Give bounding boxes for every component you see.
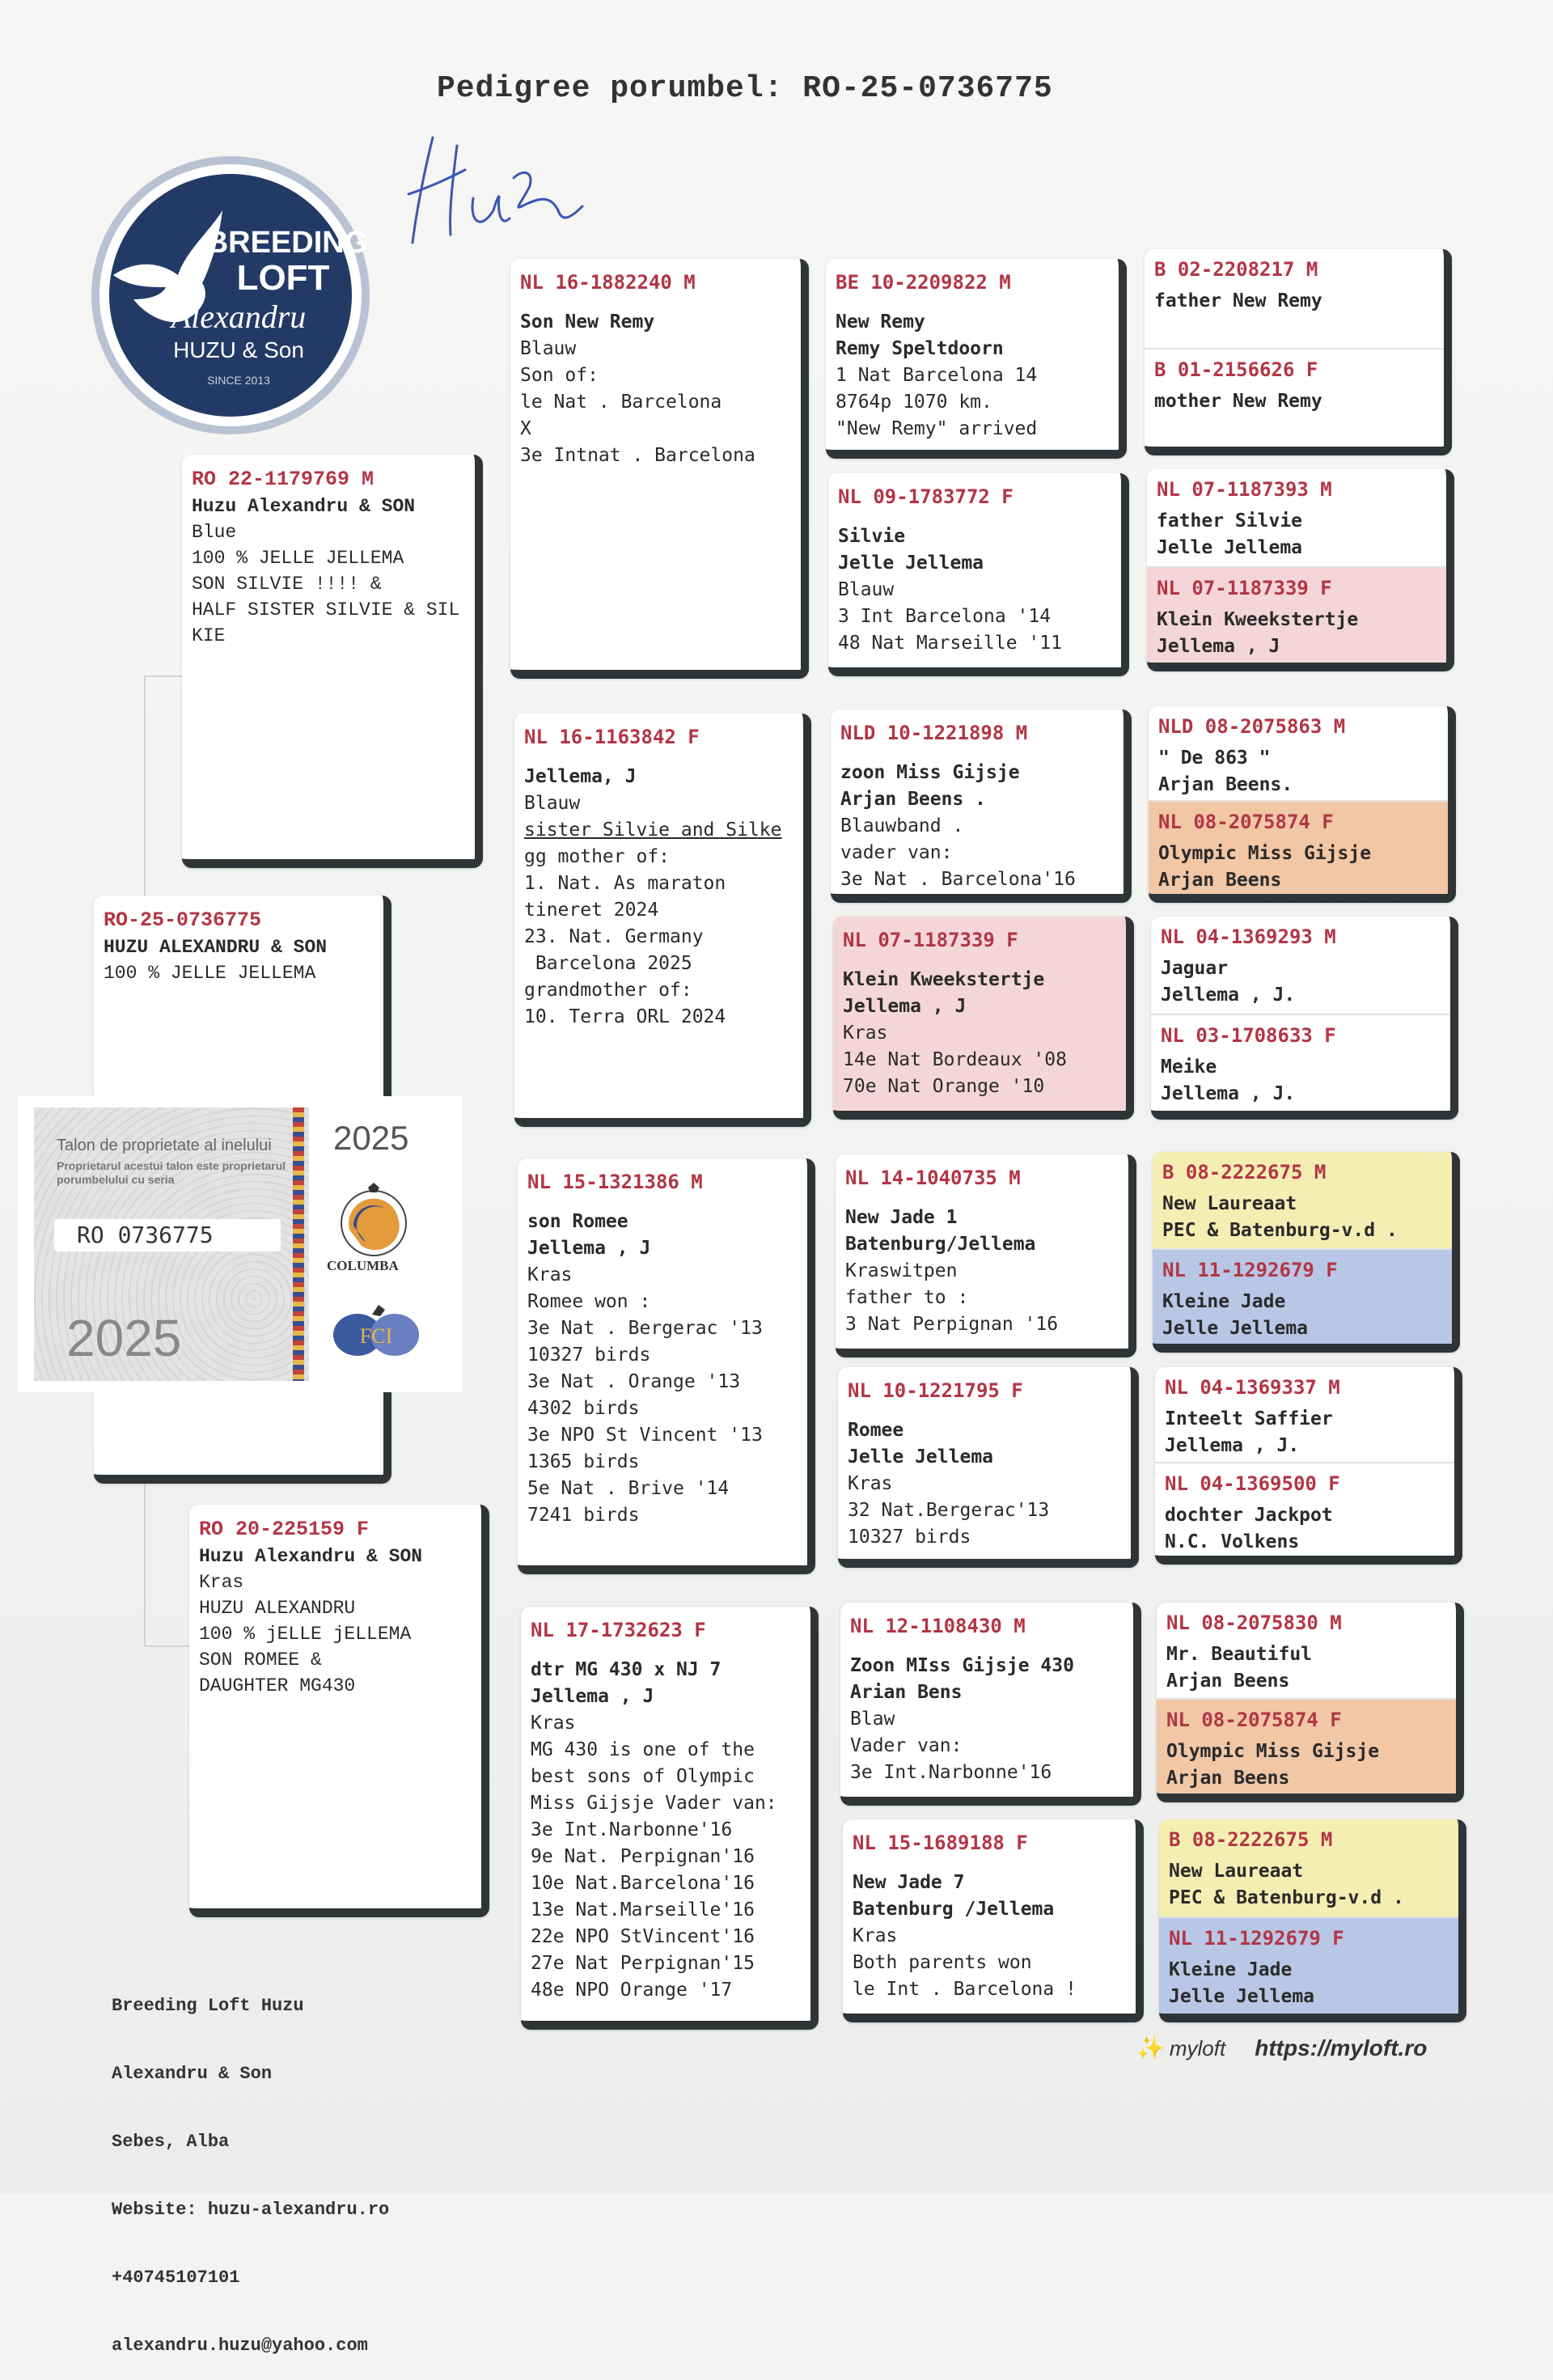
pigeon-info-line: Blue xyxy=(192,522,237,543)
great-great-grandparents-card[interactable] xyxy=(1147,469,1454,671)
ring-id: NLD 10-1221898 M xyxy=(840,722,1028,744)
pigeon-name-line: Jelle Jellema xyxy=(848,1446,994,1467)
sire-entry[interactable] xyxy=(1159,1819,1458,1916)
dam-entry[interactable] xyxy=(1145,348,1444,447)
pigeon-info-line: Both parents won xyxy=(853,1952,1032,1973)
pigeon-info-line: 10. Terra ORL 2024 xyxy=(524,1006,726,1027)
pigeon-name-line: Romee xyxy=(848,1420,904,1441)
pigeon-info-line: 100 % JELLE JELLEMA xyxy=(104,963,316,984)
pigeon-name-line: Huzu Alexandru & SON xyxy=(199,1546,423,1567)
pigeon-info-line: Kras xyxy=(527,1264,573,1285)
great-great-grandparents-card[interactable] xyxy=(1153,1152,1460,1353)
pigeon-info-line: Blaw xyxy=(850,1709,895,1730)
pigeon-info-line: 3 Int Barcelona '14 xyxy=(838,606,1052,627)
pigeon-name-line: Olympic Miss Gijsje xyxy=(1158,843,1372,864)
pigeon-info-line: 8764p 1070 km. xyxy=(836,392,992,413)
pigeon-info-line: 3e NPO St Vincent '13 xyxy=(527,1425,763,1446)
great-great-grandparents-card[interactable] xyxy=(1145,249,1452,455)
breeder-contact xyxy=(112,1950,389,2380)
pigeon-name-line: Arjan Beens . xyxy=(840,789,987,810)
dam-entry[interactable] xyxy=(1159,1916,1458,2014)
pigeon-info-line: 10327 birds xyxy=(527,1345,651,1366)
ring-id: NL 07-1187393 M xyxy=(1157,478,1332,501)
pigeon-name-line: Jelle Jellema xyxy=(838,553,984,574)
great-grandparent-card[interactable] xyxy=(838,1367,1139,1568)
contact-website: Website: huzu-alexandru.ro xyxy=(112,2200,390,2220)
pigeon-name-line: Arjan Beens xyxy=(1166,1768,1290,1789)
pigeon-name-line: Arian Bens xyxy=(850,1682,963,1703)
pigeon-info-line: KIE xyxy=(192,625,226,646)
dam-entry[interactable] xyxy=(1147,566,1446,663)
talon-year: 2025 xyxy=(333,1119,409,1157)
pigeon-info-line: SON ROMEE & xyxy=(199,1649,322,1671)
pigeon-info-line: HALF SISTER SILVIE & SIL xyxy=(192,599,460,620)
pigeon-info-line: le Nat . Barcelona xyxy=(520,392,722,413)
pigeon-name-line: Arjan Beens xyxy=(1166,1671,1290,1692)
pigeon-info-line: Kras xyxy=(848,1473,893,1494)
sire-card[interactable] xyxy=(182,455,483,868)
ring-ownership-card xyxy=(18,1096,463,1392)
pigeon-name-line: New Jade 7 xyxy=(853,1872,965,1893)
great-great-grandparents-card[interactable] xyxy=(1149,706,1456,903)
great-grandparent-card[interactable] xyxy=(826,259,1127,459)
pigeon-name-line: son Romee xyxy=(527,1211,628,1232)
ring-id: NL 16-1163842 F xyxy=(524,726,700,748)
grandparent-card[interactable] xyxy=(510,259,809,679)
pigeon-name-line: Jellema , J xyxy=(843,996,967,1017)
pigeon-info-line: gg mother of: xyxy=(524,846,671,867)
pigeon-name-line: Arjan Beens xyxy=(1158,870,1282,891)
pigeon-info-line: 100 % jELLE jELLEMA xyxy=(199,1624,412,1645)
pigeon-info-line: X xyxy=(520,418,531,439)
pigeon-name-line: " De 863 " xyxy=(1158,747,1271,769)
ring-id: NL 12-1108430 M xyxy=(850,1615,1026,1637)
ring-id: NL 11-1292679 F xyxy=(1169,1927,1344,1950)
svg-text:SINCE 2013: SINCE 2013 xyxy=(207,374,270,387)
sire-entry[interactable] xyxy=(1155,1367,1454,1462)
pigeon-info-line: le Int . Barcelona ! xyxy=(853,1979,1077,2000)
ring-id: NL 07-1187339 F xyxy=(1157,576,1332,599)
pigeon-info-line: HUZU ALEXANDRU xyxy=(199,1598,356,1619)
pigeon-info-line: 5e Nat . Brive '14 xyxy=(527,1478,730,1499)
pigeon-name-line: New Remy xyxy=(836,311,925,332)
pigeon-info-line: 13e Nat.Marseille'16 xyxy=(531,1899,755,1921)
dam-entry[interactable] xyxy=(1155,1462,1454,1556)
pigeon-name-line: dochter Jackpot xyxy=(1165,1504,1333,1526)
pigeon-info-line: MG 430 is one of the xyxy=(531,1739,755,1760)
pigeon-info-line: Kras xyxy=(843,1023,888,1044)
talon-heading: Talon de proprietate al inelului xyxy=(57,1137,272,1154)
great-great-grandparents-card[interactable] xyxy=(1157,1603,1464,1802)
ring-id: NL 08-2075830 M xyxy=(1166,1611,1342,1634)
myloft-footer xyxy=(1136,2035,1427,2061)
pigeon-info-line: tineret 2024 xyxy=(524,900,659,921)
pigeon-info-line: Blauw xyxy=(524,793,581,814)
grandparent-card[interactable] xyxy=(521,1607,819,2030)
pigeon-info-line: Romee won : xyxy=(527,1291,651,1312)
great-great-grandparents-card[interactable] xyxy=(1151,917,1458,1120)
ring-id: RO-25-0736775 xyxy=(104,908,262,932)
pigeon-info-line: Kraswitpen xyxy=(845,1260,958,1281)
ring-id: NL 11-1292679 F xyxy=(1162,1258,1338,1281)
pigeon-name-line: Batenburg /Jellema xyxy=(853,1899,1055,1920)
ring-id: NL 15-1689188 F xyxy=(853,1832,1028,1854)
page-title: Pedigree porumbel: RO-25-0736775 xyxy=(437,71,1053,106)
ring-id: NL 10-1221795 F xyxy=(848,1379,1023,1402)
pigeon-info-line: 3e Int.Narbonne'16 xyxy=(850,1762,1052,1783)
ring-id: NL 04-1369293 M xyxy=(1161,925,1336,948)
svg-text:LOFT: LOFT xyxy=(236,258,330,298)
pigeon-name-line: Zoon MIss Gijsje 430 xyxy=(850,1655,1074,1676)
pigeon-info-line: 48e NPO Orange '17 xyxy=(531,1980,733,2001)
ring-id: NL 14-1040735 M xyxy=(845,1167,1021,1189)
pigeon-info-line: 1 Nat Barcelona 14 xyxy=(836,365,1038,386)
pigeon-info-line: Kras xyxy=(853,1925,898,1946)
fci-logo-icon xyxy=(332,1298,421,1363)
pigeon-info-line: 4302 birds xyxy=(527,1398,640,1419)
pigeon-name-line: Arjan Beens. xyxy=(1158,774,1293,795)
talon-year-big: 2025 xyxy=(66,1309,182,1367)
pigeon-info-line: Blauw xyxy=(838,579,895,600)
pigeon-name-line: Jelle Jellema xyxy=(1162,1317,1309,1339)
pigeon-info-line: 3e Nat . Barcelona'16 xyxy=(840,869,1076,890)
pigeon-info-line: 10327 birds xyxy=(848,1527,971,1548)
dam-entry[interactable] xyxy=(1151,1014,1450,1111)
connector-line xyxy=(144,1645,191,1647)
pigeon-info-line: 9e Nat. Perpignan'16 xyxy=(531,1846,755,1867)
pigeon-name-line: Klein Kweekstertje xyxy=(843,969,1045,990)
pigeon-info-line: 100 % JELLE JELLEMA xyxy=(192,548,404,569)
contact-name-line2: Alexandru & Son xyxy=(112,2064,273,2084)
ring-id: B 02-2208217 M xyxy=(1154,258,1318,281)
contact-name-line1: Breeding Loft Huzu xyxy=(112,1996,304,2016)
ring-id: NL 07-1187339 F xyxy=(843,929,1018,951)
columba-emblem-icon xyxy=(329,1181,418,1258)
great-grandparent-card[interactable] xyxy=(843,1819,1144,2022)
pigeon-info-line: DAUGHTER MG430 xyxy=(199,1675,356,1696)
pigeon-info-line: Miss Gijsje Vader van: xyxy=(531,1793,777,1814)
pigeon-name-line: Jaguar xyxy=(1161,958,1229,979)
contact-location: Sebes, Alba xyxy=(112,2132,230,2152)
pigeon-info-line: 22e NPO StVincent'16 xyxy=(531,1926,755,1947)
great-great-grandparents-card[interactable] xyxy=(1159,1819,1466,2022)
columba-label: COLUMBA xyxy=(327,1258,399,1273)
pigeon-name-line: mother New Remy xyxy=(1154,391,1322,412)
pigeon-info-line: Kras xyxy=(199,1572,244,1593)
pigeon-name-line: father Silvie xyxy=(1157,510,1303,531)
pigeon-info-line: 70e Nat Orange '10 xyxy=(843,1076,1045,1097)
dam-entry[interactable] xyxy=(1149,800,1448,894)
connector-line xyxy=(144,675,146,896)
pigeon-name-line: Jellema , J. xyxy=(1161,1083,1296,1104)
fci-label: FCI xyxy=(359,1324,393,1348)
pigeon-name-line: Mr. Beautiful xyxy=(1166,1644,1313,1665)
pigeon-info-line: sister Silvie and Silke xyxy=(524,819,782,841)
pigeon-info-line: 3 Nat Perpignan '16 xyxy=(845,1314,1059,1335)
pigeon-name-line: Batenburg/Jellema xyxy=(845,1234,1036,1255)
pigeon-name-line: Jellema , J xyxy=(531,1686,654,1707)
ring-id: B 01-2156626 F xyxy=(1154,358,1318,381)
pigeon-name-line: Jellema, J xyxy=(524,766,637,787)
myloft-brand: myloft xyxy=(1169,2036,1226,2060)
pigeon-name-line: dtr MG 430 x NJ 7 xyxy=(531,1659,721,1680)
pigeon-info-line: 48 Nat Marseille '11 xyxy=(838,633,1062,654)
pigeon-name-line: New Laureaat xyxy=(1162,1193,1297,1214)
svg-text:BREEDING: BREEDING xyxy=(205,226,369,260)
svg-text:Alexandru: Alexandru xyxy=(171,299,307,335)
handwritten-signature xyxy=(400,121,595,259)
pigeon-info-line: "New Remy" arrived xyxy=(836,418,1038,439)
connector-line xyxy=(144,1484,146,1645)
pigeon-info-line: 1365 birds xyxy=(527,1451,640,1472)
pigeon-name-line: Huzu Alexandru & SON xyxy=(192,496,416,517)
pigeon-info-line: Vader van: xyxy=(850,1735,963,1756)
grandparent-card[interactable] xyxy=(514,714,811,1127)
pigeon-info-line: Barcelona 2025 xyxy=(524,953,692,974)
talon-subtext: Proprietarul acestui talon este proprietarul porumbelului cu seria xyxy=(57,1159,286,1186)
great-grandparent-card[interactable] xyxy=(831,709,1132,903)
ring-id: BE 10-2209822 M xyxy=(836,271,1011,294)
pigeon-info-line: 3e Int.Narbonne'16 xyxy=(531,1819,733,1840)
great-grandparent-card[interactable] xyxy=(833,917,1134,1120)
pigeon-name-line: PEC & Batenburg-v.d . xyxy=(1169,1887,1404,1908)
pigeon-info-line: grandmother of: xyxy=(524,980,692,1001)
sire-entry[interactable] xyxy=(1153,1152,1452,1248)
pigeon-name-line: Silvie xyxy=(838,526,906,547)
ring-id: NL 08-2075874 F xyxy=(1158,811,1334,833)
pigeon-name-line: Jellema , J xyxy=(527,1238,651,1259)
sire-entry[interactable] xyxy=(1145,249,1444,348)
pigeon-name-line: PEC & Batenburg-v.d . xyxy=(1162,1220,1398,1241)
tricolor-stripe xyxy=(293,1107,304,1381)
great-grandparent-card[interactable] xyxy=(828,473,1129,676)
dam-entry[interactable] xyxy=(1157,1698,1456,1793)
pigeon-name-line: Kleine Jade xyxy=(1169,1959,1293,1980)
ring-number: RO 0736775 xyxy=(54,1219,281,1251)
breeding-loft-logo xyxy=(89,154,372,437)
pigeon-name-line: New Jade 1 xyxy=(845,1207,958,1228)
pigeon-name-line: Jelle Jellema xyxy=(1157,537,1303,558)
myloft-bird-icon: ✨ xyxy=(1136,2035,1165,2060)
great-grandparent-card[interactable] xyxy=(840,1603,1141,1806)
ring-id: RO 22-1179769 M xyxy=(192,468,374,491)
ring-id: NL 03-1708633 F xyxy=(1161,1024,1336,1047)
dam-card[interactable] xyxy=(189,1505,489,1917)
sire-entry[interactable] xyxy=(1147,469,1446,566)
ring-id: NLD 08-2075863 M xyxy=(1158,715,1346,738)
pigeon-info-line: 27e Nat Perpignan'15 xyxy=(531,1953,755,1974)
dam-entry[interactable] xyxy=(1153,1248,1452,1345)
pigeon-name-line: father New Remy xyxy=(1154,290,1322,311)
ring-id: RO 20-225159 F xyxy=(199,1518,370,1541)
contact-email: alexandru.huzu@yahoo.com xyxy=(112,2336,368,2356)
pigeon-info-line: 23. Nat. Germany xyxy=(524,926,704,947)
pigeon-name-line: Kleine Jade xyxy=(1162,1290,1286,1312)
pigeon-info-line: 14e Nat Bordeaux '08 xyxy=(843,1049,1067,1070)
pigeon-info-line: 3e Nat . Orange '13 xyxy=(527,1371,741,1392)
pigeon-info-line: vader van: xyxy=(840,842,953,863)
great-great-grandparents-card[interactable] xyxy=(1155,1367,1462,1565)
myloft-url[interactable]: https://myloft.ro xyxy=(1255,2035,1428,2060)
ring-id: NL 09-1783772 F xyxy=(838,485,1013,508)
pigeon-name-line: Jellema , J. xyxy=(1161,985,1296,1006)
ring-id: NL 17-1732623 F xyxy=(531,1619,706,1641)
ring-id: B 08-2222675 M xyxy=(1162,1161,1327,1184)
pigeon-info-line: 3e Intnat . Barcelona xyxy=(520,445,755,466)
pigeon-info-line: 10e Nat.Barcelona'16 xyxy=(531,1873,755,1894)
pigeon-info-line: Son of: xyxy=(520,365,599,386)
pigeon-name-line: Jellema , J. xyxy=(1165,1435,1300,1456)
sire-entry[interactable] xyxy=(1149,706,1448,800)
grandparent-card[interactable] xyxy=(518,1158,815,1574)
pigeon-name-line: Remy Speltdoorn xyxy=(836,338,1004,359)
svg-text:HUZU & Son: HUZU & Son xyxy=(173,337,304,362)
pigeon-name-line: New Laureaat xyxy=(1169,1861,1304,1882)
pigeon-info-line: 3e Nat . Bergerac '13 xyxy=(527,1318,763,1339)
pigeon-name-line: N.C. Volkens xyxy=(1165,1531,1300,1552)
pigeon-name-line: zoon Miss Gijsje xyxy=(840,762,1020,783)
pigeon-info-line: Blauwband . xyxy=(840,815,964,836)
pigeon-info-line: SON SILVIE !!!! & xyxy=(192,574,382,595)
great-grandparent-card[interactable] xyxy=(836,1154,1136,1357)
sire-entry[interactable] xyxy=(1157,1603,1456,1698)
pigeon-name-line: Klein Kweekstertje xyxy=(1157,608,1359,630)
pigeon-name-line: Jelle Jellema xyxy=(1169,1986,1315,2007)
pigeon-info-line: 1. Nat. As maraton xyxy=(524,873,726,894)
pigeon-name-line: Son New Remy xyxy=(520,311,655,332)
ring-id: NL 04-1369337 M xyxy=(1165,1376,1340,1399)
ring-id: NL 16-1882240 M xyxy=(520,271,696,294)
ring-id: B 08-2222675 M xyxy=(1169,1828,1333,1851)
pigeon-name-line: Jellema , J xyxy=(1157,635,1280,657)
sire-entry[interactable] xyxy=(1151,917,1450,1014)
ring-id: NL 04-1369500 F xyxy=(1165,1472,1340,1495)
pigeon-name-line: Inteelt Saffier xyxy=(1165,1408,1333,1429)
pigeon-name-line: Meike xyxy=(1161,1057,1217,1078)
pigeon-info-line: best sons of Olympic xyxy=(531,1766,755,1787)
connector-line xyxy=(144,675,184,677)
pigeon-info-line: father to : xyxy=(845,1287,969,1308)
pigeon-name-line: HUZU ALEXANDRU & SON xyxy=(104,937,328,958)
pigeon-info-line: 7241 birds xyxy=(527,1505,640,1526)
pigeon-info-line: Blauw xyxy=(520,338,577,359)
pigeon-info-line: Kras xyxy=(531,1713,576,1734)
pigeon-info-line: 32 Nat.Bergerac'13 xyxy=(848,1500,1050,1521)
ring-id: NL 08-2075874 F xyxy=(1166,1709,1342,1731)
contact-phone: +40745107101 xyxy=(112,2268,240,2288)
pigeon-name-line: Olympic Miss Gijsje xyxy=(1166,1741,1380,1762)
ring-id: NL 15-1321386 M xyxy=(527,1171,703,1193)
